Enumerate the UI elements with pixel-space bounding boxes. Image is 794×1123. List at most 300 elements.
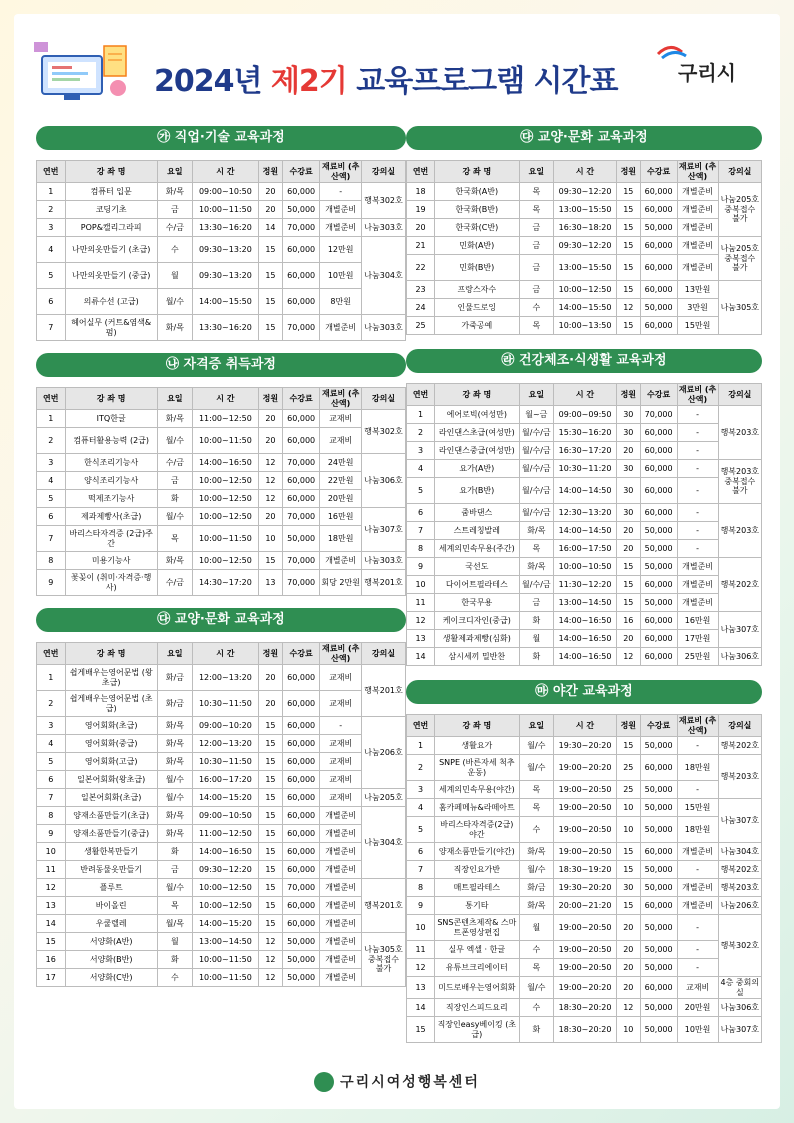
course-time: 16:30~18:20 <box>554 219 617 237</box>
capacity: 12 <box>616 999 640 1017</box>
table-row <box>37 825 406 843</box>
row-number: 4 <box>407 460 435 478</box>
course-time: 13:30~16:20 <box>192 219 258 237</box>
course-name: 라인댄스중급(여성만) <box>435 442 519 460</box>
capacity: 30 <box>616 478 640 504</box>
col-header: 강의실 <box>718 161 761 183</box>
material-cost: 개별준비 <box>320 861 362 879</box>
course-days: 월/수/금 <box>519 442 554 460</box>
col-header: 연번 <box>37 643 66 665</box>
course-time: 14:00~16:50 <box>192 843 258 861</box>
table-row <box>407 648 762 666</box>
row-number: 15 <box>407 1017 435 1043</box>
section-title-b: ㉯ 자격증 취득과정 <box>36 353 406 377</box>
row-number: 24 <box>407 299 435 317</box>
tuition-fee: 70,000 <box>282 552 319 570</box>
tuition-fee: 50,000 <box>640 959 677 977</box>
section-title-c: ㉰ 교양·문화 교육과정 <box>36 608 406 632</box>
tuition-fee: 60,000 <box>640 183 677 201</box>
capacity: 15 <box>616 843 640 861</box>
footer-org-name: 구리시여성행복센터 <box>340 1074 480 1091</box>
course-time: 14:00~16:50 <box>554 612 617 630</box>
col-header: 정원 <box>616 715 640 737</box>
course-time: 10:00~11:50 <box>192 201 258 219</box>
material-cost: - <box>677 737 718 755</box>
table-row <box>407 219 762 237</box>
col-header: 수강료 <box>640 161 677 183</box>
classroom: 나눔305호 중복접수 불가 <box>362 933 406 987</box>
row-number: 5 <box>37 263 66 289</box>
course-time: 16:00~17:20 <box>192 771 258 789</box>
course-name: 서양화(B반) <box>65 951 157 969</box>
tuition-fee: 50,000 <box>640 817 677 843</box>
row-number: 9 <box>37 825 66 843</box>
row-number: 4 <box>37 735 66 753</box>
course-days: 수 <box>519 817 554 843</box>
col-header: 재료비 (추산액) <box>678 161 717 181</box>
course-name: SNPE (바른자세 척추운동) <box>435 755 519 781</box>
capacity: 10 <box>616 817 640 843</box>
capacity: 20 <box>616 540 640 558</box>
course-name: 에어로빅(여성만) <box>435 406 519 424</box>
classroom: 행복302호 <box>362 410 406 454</box>
row-number: 22 <box>407 255 435 281</box>
row-number: 5 <box>37 753 66 771</box>
tuition-fee: 50,000 <box>640 941 677 959</box>
tuition-fee: 60,000 <box>640 424 677 442</box>
course-days: 목 <box>157 526 192 552</box>
table-row <box>407 201 762 219</box>
course-days: 금 <box>519 219 554 237</box>
course-days: 화/목 <box>157 183 192 201</box>
table-row <box>407 281 762 299</box>
course-name: 양재소품만들기(초급) <box>65 807 157 825</box>
table-row <box>407 442 762 460</box>
table-row <box>37 219 406 237</box>
table-row <box>407 478 762 504</box>
classroom: 4층 중회의실 <box>718 977 761 999</box>
capacity: 20 <box>258 428 282 454</box>
course-name: 떡제조기능사 <box>65 490 157 508</box>
capacity: 15 <box>258 843 282 861</box>
table-row <box>37 315 406 341</box>
row-number: 7 <box>407 861 435 879</box>
col-header: 정원 <box>258 161 282 183</box>
capacity: 20 <box>616 522 640 540</box>
capacity: 20 <box>616 442 640 460</box>
col-header: 강 좌 명 <box>435 384 519 406</box>
course-days: 금 <box>519 237 554 255</box>
classroom: 행복203호 중복접수 불가 <box>718 460 761 504</box>
course-name: 스트레칭발레 <box>435 522 519 540</box>
table-header-row <box>37 388 406 410</box>
material-cost: 개별준비 <box>320 969 362 987</box>
course-time: 10:00~13:50 <box>554 317 617 335</box>
course-time: 09:30~12:20 <box>554 183 617 201</box>
row-number: 2 <box>37 201 66 219</box>
course-days: 수 <box>157 969 192 987</box>
row-number: 3 <box>407 781 435 799</box>
row-number: 11 <box>407 941 435 959</box>
material-cost: - <box>677 540 718 558</box>
course-time: 10:00~10:50 <box>554 558 617 576</box>
material-cost: 18만원 <box>320 526 362 552</box>
course-days: 목 <box>519 317 554 335</box>
capacity: 10 <box>616 799 640 817</box>
tuition-fee: 50,000 <box>640 799 677 817</box>
table-row <box>37 665 406 691</box>
course-time: 18:30~19:20 <box>554 861 617 879</box>
classroom: 행복201호 <box>362 879 406 933</box>
course-name: 의류수선 (고급) <box>65 289 157 315</box>
material-cost: 개별준비 <box>677 576 718 594</box>
course-name: 직장인easy베이킹 (초급) <box>435 1017 519 1043</box>
course-name: 매트필라테스 <box>435 879 519 897</box>
course-name: 한국화(B반) <box>435 201 519 219</box>
material-cost: - <box>677 781 718 799</box>
row-number: 18 <box>407 183 435 201</box>
table-row <box>407 522 762 540</box>
course-days: 월 <box>157 933 192 951</box>
course-time: 13:00~14:50 <box>554 594 617 612</box>
table-row <box>37 472 406 490</box>
classroom: 행복203호 <box>718 755 761 799</box>
row-number <box>37 472 66 490</box>
table-row <box>407 299 762 317</box>
course-name: 통기타 <box>435 897 519 915</box>
table-row <box>407 594 762 612</box>
course-time: 09:30~12:20 <box>192 861 258 879</box>
material-cost: 개별준비 <box>320 879 362 897</box>
material-cost: - <box>677 861 718 879</box>
table-row <box>407 897 762 915</box>
course-days: 월/수/금 <box>519 424 554 442</box>
col-header: 강 좌 명 <box>65 161 157 183</box>
material-cost: - <box>677 406 718 424</box>
course-days: 월 <box>519 630 554 648</box>
course-name: 세계의민속무용(주간) <box>435 540 519 558</box>
material-cost: 18만원 <box>677 817 718 843</box>
material-cost: 16만원 <box>677 612 718 630</box>
classroom: 행복202호 <box>718 737 761 755</box>
course-name: 직장인요가반 <box>435 861 519 879</box>
course-days: 화 <box>519 1017 554 1043</box>
course-name: 나만의옷만들기 (중급) <box>65 263 157 289</box>
course-name: 국선도 <box>435 558 519 576</box>
capacity: 15 <box>258 861 282 879</box>
capacity: 25 <box>616 755 640 781</box>
row-number: 7 <box>37 789 66 807</box>
capacity: 30 <box>616 424 640 442</box>
col-header: 재료비 (추산액) <box>320 388 362 410</box>
course-time: 09:00~10:50 <box>192 183 258 201</box>
page-title: 2024년 제2기 교육프로그램 시간표 <box>154 64 618 99</box>
course-days: 금 <box>519 594 554 612</box>
classroom: 행복202호 <box>718 558 761 612</box>
classroom: 나눔206호 <box>362 717 406 789</box>
tuition-fee: 60,000 <box>282 915 319 933</box>
course-name: 한국화(C반) <box>435 219 519 237</box>
tuition-fee: 70,000 <box>640 406 677 424</box>
col-header: 요일 <box>519 161 554 183</box>
col-header: 재료비 (추산액) <box>320 161 362 183</box>
course-days: 목 <box>519 799 554 817</box>
row-number: 5 <box>37 490 66 508</box>
section-title-f: ㉲ 야간 교육과정 <box>406 680 762 704</box>
table-row <box>407 576 762 594</box>
course-time: 14:00~16:50 <box>554 648 617 666</box>
row-number: 19 <box>407 201 435 219</box>
course-name: 바리스타자격증 (2급)주간 <box>65 526 157 552</box>
tuition-fee: 50,000 <box>640 1017 677 1043</box>
classroom: 나눔306호 <box>718 999 761 1017</box>
page <box>14 14 780 1109</box>
row-number: 11 <box>407 594 435 612</box>
material-cost: 교재비 <box>320 771 362 789</box>
table-row <box>407 959 762 977</box>
tuition-fee: 60,000 <box>282 897 319 915</box>
col-header: 요일 <box>157 643 192 665</box>
course-days: 목 <box>519 959 554 977</box>
classroom: 나눔303호 <box>362 315 406 341</box>
row-number: 1 <box>407 406 435 424</box>
table-row <box>407 781 762 799</box>
course-days: 화/목 <box>157 410 192 428</box>
table-row <box>37 933 406 951</box>
course-name: 실무 엑셀 · 한글 <box>435 941 519 959</box>
col-header: 수강료 <box>640 715 677 737</box>
course-time: 11:00~12:50 <box>192 825 258 843</box>
course-name: 컴퓨터활용능력 (2급) <box>65 428 157 454</box>
table-row <box>37 789 406 807</box>
capacity: 12 <box>258 969 282 987</box>
section-title-d: ㉰ 교양·문화 교육과정 <box>406 126 762 150</box>
course-days: 월/수 <box>519 977 554 999</box>
course-days: 월/수/금 <box>519 576 554 594</box>
tuition-fee: 60,000 <box>282 289 319 315</box>
tuition-fee: 60,000 <box>282 410 319 428</box>
material-cost: 교재비 <box>677 977 718 999</box>
capacity: 15 <box>258 735 282 753</box>
col-header: 강의실 <box>362 643 406 665</box>
capacity: 14 <box>258 219 282 237</box>
material-cost: 24만원 <box>320 454 362 472</box>
course-name: 줌바댄스 <box>435 504 519 522</box>
course-name: 쉽게배우는영어문법 (초급) <box>65 691 157 717</box>
material-cost: 개별준비 <box>677 237 718 255</box>
capacity: 12 <box>258 933 282 951</box>
guri-city-logo <box>648 36 758 86</box>
course-days: 목 <box>157 897 192 915</box>
material-cost: - <box>677 915 718 941</box>
course-days: 화/목 <box>519 843 554 861</box>
row-number: 8 <box>407 540 435 558</box>
capacity: 30 <box>616 879 640 897</box>
material-cost: 교재비 <box>320 691 362 717</box>
course-name: 홈카페메뉴&라떼아트 <box>435 799 519 817</box>
course-time: 14:00~15:50 <box>192 289 258 315</box>
course-time: 19:00~20:50 <box>554 781 617 799</box>
header <box>14 14 780 114</box>
col-header: 수강료 <box>282 643 319 665</box>
capacity: 15 <box>616 594 640 612</box>
material-cost: - <box>320 183 362 201</box>
tuition-fee: 60,000 <box>640 576 677 594</box>
classroom: 나눔307호 <box>718 612 761 648</box>
capacity: 20 <box>616 915 640 941</box>
material-cost: 10만원 <box>320 263 362 289</box>
course-time: 15:30~16:20 <box>554 424 617 442</box>
course-time: 19:00~20:50 <box>554 799 617 817</box>
capacity: 15 <box>258 879 282 897</box>
course-days: 월/수 <box>157 879 192 897</box>
course-days: 화/목 <box>519 897 554 915</box>
course-time: 09:00~10:20 <box>192 717 258 735</box>
education-illustration-icon <box>32 36 142 106</box>
capacity: 15 <box>616 237 640 255</box>
classroom: 행복201호 <box>362 570 406 596</box>
course-days: 화/목 <box>157 753 192 771</box>
material-cost: 개별준비 <box>320 219 362 237</box>
capacity: 20 <box>258 183 282 201</box>
course-name: 미용기능사 <box>65 552 157 570</box>
course-days: 수/금 <box>157 219 192 237</box>
table-row <box>37 717 406 735</box>
col-header: 시 간 <box>192 643 258 665</box>
left-column <box>36 126 406 987</box>
course-time: 10:00~11:50 <box>192 951 258 969</box>
course-days: 금 <box>519 281 554 299</box>
material-cost: 15만원 <box>677 799 718 817</box>
row-number: 6 <box>37 771 66 789</box>
row-number: 7 <box>37 526 66 552</box>
table-e <box>406 383 762 666</box>
row-number: 12 <box>407 959 435 977</box>
course-time: 10:00~11:50 <box>192 526 258 552</box>
course-days: 화/금 <box>157 665 192 691</box>
course-days: 월/수/금 <box>519 460 554 478</box>
course-time: 19:00~20:50 <box>554 915 617 941</box>
course-days: 목 <box>519 540 554 558</box>
table-row <box>407 799 762 817</box>
capacity: 15 <box>616 737 640 755</box>
tuition-fee: 60,000 <box>282 735 319 753</box>
tuition-fee: 70,000 <box>282 570 319 596</box>
course-time: 10:00~12:50 <box>554 281 617 299</box>
tuition-fee: 60,000 <box>282 807 319 825</box>
svg-text:구리시: 구리시 <box>678 61 736 85</box>
capacity: 20 <box>616 977 640 999</box>
material-cost: 교재비 <box>320 735 362 753</box>
tuition-fee: 60,000 <box>640 281 677 299</box>
table-row <box>407 406 762 424</box>
capacity: 12 <box>616 648 640 666</box>
row-number: 16 <box>37 951 66 969</box>
tuition-fee: 60,000 <box>640 630 677 648</box>
section-title-e: ㉱ 건강체조·식생활 교육과정 <box>406 349 762 373</box>
col-header: 강의실 <box>718 384 761 406</box>
course-name: 꽃꽂이 (취미·자격증·행사) <box>65 570 157 596</box>
classroom: 행복302호 <box>362 183 406 219</box>
course-days: 화 <box>157 951 192 969</box>
tuition-fee: 60,000 <box>282 825 319 843</box>
material-cost: - <box>677 522 718 540</box>
tuition-fee: 60,000 <box>282 691 319 717</box>
course-name: 바리스타자격증(2급) 야간 <box>435 817 519 843</box>
course-time: 16:30~17:20 <box>554 442 617 460</box>
material-cost: 개별준비 <box>320 933 362 951</box>
material-cost: - <box>677 941 718 959</box>
material-cost: 22만원 <box>320 472 362 490</box>
center-logo-icon <box>314 1072 334 1092</box>
course-name: 영어회화(초급) <box>65 717 157 735</box>
course-name: 민화(B반) <box>435 255 519 281</box>
material-cost: 개별준비 <box>677 843 718 861</box>
course-days: 화 <box>157 843 192 861</box>
course-time: 16:00~17:50 <box>554 540 617 558</box>
col-header: 시 간 <box>554 715 617 737</box>
tuition-fee: 60,000 <box>640 897 677 915</box>
material-cost: 개별준비 <box>320 315 362 341</box>
course-days: 월/수 <box>157 289 192 315</box>
capacity: 13 <box>258 570 282 596</box>
capacity: 15 <box>616 201 640 219</box>
capacity: 15 <box>258 552 282 570</box>
tuition-fee: 50,000 <box>640 999 677 1017</box>
tuition-fee: 50,000 <box>640 861 677 879</box>
row-number: 9 <box>407 558 435 576</box>
row-number-text: 20 <box>415 222 426 232</box>
col-header: 강 좌 명 <box>65 388 157 410</box>
row-number <box>407 219 435 237</box>
capacity: 15 <box>258 915 282 933</box>
course-name: 프랑스자수 <box>435 281 519 299</box>
classroom: 나눔205호 중복접수 불가 <box>718 237 761 281</box>
col-header: 재료비 (추산액) <box>320 643 362 665</box>
table-row <box>407 183 762 201</box>
row-number: 13 <box>407 977 435 999</box>
table-row <box>407 737 762 755</box>
material-cost: 개별준비 <box>320 915 362 933</box>
course-days: 월/수 <box>157 771 192 789</box>
course-time: 14:00~15:20 <box>192 789 258 807</box>
col-header: 수강료 <box>282 161 319 183</box>
course-name: 영어회화(중급) <box>65 735 157 753</box>
course-time: 10:30~11:50 <box>192 753 258 771</box>
tuition-fee: 60,000 <box>640 442 677 460</box>
material-cost: 개별준비 <box>320 825 362 843</box>
course-days: 월/수/금 <box>519 504 554 522</box>
course-days: 화 <box>519 612 554 630</box>
tuition-fee: 60,000 <box>282 789 319 807</box>
course-name: 생활한복만들기 <box>65 843 157 861</box>
table-row <box>407 879 762 897</box>
row-number: 4 <box>407 799 435 817</box>
right-column <box>406 126 762 1043</box>
tuition-fee: 50,000 <box>640 594 677 612</box>
course-name: 생활요가 <box>435 737 519 755</box>
course-time: 10:30~11:50 <box>192 691 258 717</box>
course-days: 수/금 <box>157 454 192 472</box>
course-days: 화/목 <box>157 735 192 753</box>
classroom: 행복202호 <box>718 861 761 879</box>
classroom: 나눔303호 <box>362 219 406 237</box>
classroom: 나눔307호 <box>718 1017 761 1043</box>
col-header: 재료비 (추산액) <box>678 715 717 735</box>
course-name: 양재소품만들기(야간) <box>435 843 519 861</box>
classroom: 나눔206호 <box>718 897 761 915</box>
material-cost: 3만원 <box>677 299 718 317</box>
